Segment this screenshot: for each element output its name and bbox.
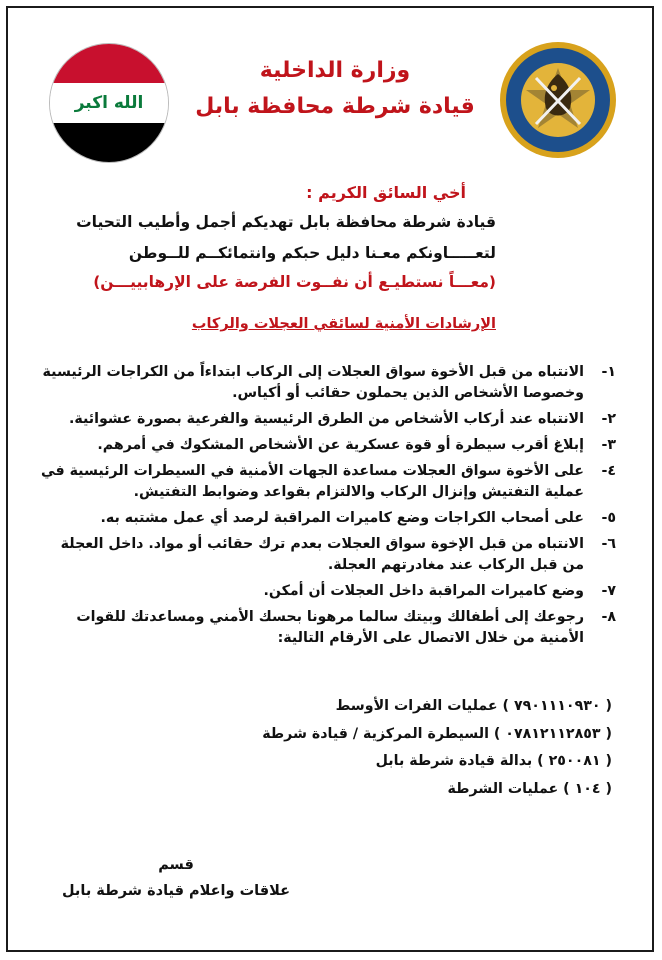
instruction-item bbox=[38, 607, 616, 649]
instruction-number: ٢- bbox=[601, 411, 616, 427]
instruction-number: ٨- bbox=[601, 609, 616, 625]
flag-white-band bbox=[50, 83, 168, 122]
signature-department: قسم bbox=[158, 857, 194, 873]
intro-line-2: لتعـــــاونكم معـنا دليل حبكم وانتمائكــم للــوطن bbox=[128, 244, 496, 262]
iraq-flag-logo bbox=[50, 44, 168, 162]
instruction-text: الانتباه من قبل الأخوة سواق العجلات إلى الركاب ابتداءاً من الكراجات الرئيسية وخصوصا الأشخاص الذين يحملون حقائب أو أكياس. bbox=[42, 364, 584, 401]
instruction-item bbox=[38, 409, 616, 430]
instruction-number: ١- bbox=[601, 364, 616, 380]
contact-number: ( ١٠٤ ) عمليات الشرطة bbox=[447, 780, 612, 797]
instruction-text: إبلاغ أقرب سيطرة أو قوة عسكرية عن الأشخاص المشكوك في أمرهم. bbox=[97, 437, 584, 453]
instruction-text: على الأخوة سواق العجلات مساعدة الجهات الأمنية في السيطرات الرئيسية في عملية التفتيش وإنزال الركاب والالتزام بقواعد وضوابط التفتيش. bbox=[40, 463, 584, 500]
instructions-list bbox=[38, 362, 616, 654]
instruction-item bbox=[38, 581, 616, 602]
contact-number: ( ٧٩٠١١١٠٩٣٠ ) عمليات الفرات الأوسط bbox=[335, 698, 612, 714]
instruction-item bbox=[38, 435, 616, 456]
signature-unit: علاقات واعلام قيادة شرطة بابل bbox=[61, 883, 290, 899]
instruction-text: الانتباه عند أركاب الأشخاص من الطرق الرئيسية والفرعية بصورة عشوائية. bbox=[69, 411, 584, 427]
instruction-text: الانتباه من قبل الإخوة سواق العجلات بعدم ترك حقائب أو مواد. داخل العجلة من قبل الركاب عند مغادرتهم العجلة. bbox=[60, 536, 584, 573]
instruction-number: ٣- bbox=[601, 437, 616, 453]
greeting: أخي السائق الكريم : bbox=[306, 183, 466, 202]
instruction-number: ٥- bbox=[601, 510, 616, 526]
command-title: قيادة شرطة محافظة بابل bbox=[195, 94, 475, 119]
instruction-number: ٧- bbox=[601, 583, 616, 599]
instructions-heading: الإرشادات الأمنية لسائقي العجلات والركاب bbox=[191, 316, 496, 332]
contact-number: ( ٠٧٨١٢١١٢٨٥٣ ) السيطرة المركزية / قيادة شرطة bbox=[262, 725, 612, 742]
flag-takbir: الله اكبر bbox=[74, 92, 144, 113]
instruction-item bbox=[38, 362, 616, 404]
contact-number: ( ٢٥٠٠٨١ ) بدالة قيادة شرطة بابل bbox=[375, 753, 612, 769]
intro-slogan: (معـــاً نستطيـع أن نفــوت الفرصة على الإرهابييـــن) bbox=[93, 273, 496, 291]
instruction-item bbox=[38, 461, 616, 503]
instruction-number: ٦- bbox=[601, 536, 616, 552]
instruction-text: على أصحاب الكراجات وضع كاميرات المراقبة لرصد أي عمل مشتبه به. bbox=[100, 510, 584, 526]
ministry-interior-emblem-icon bbox=[496, 38, 620, 162]
contact-list bbox=[262, 696, 612, 806]
ministry-title: وزارة الداخلية bbox=[259, 58, 411, 83]
instruction-item bbox=[38, 508, 616, 529]
instruction-text: رجوعك إلى أطفالك وبيتك سالما مرهونا بحسك الأمني ومساعدتك للقوات الأمنية من خلال الاتصال على الأرقام التالية: bbox=[76, 609, 584, 646]
instruction-number: ٤- bbox=[601, 463, 616, 479]
intro-line-1: قيادة شرطة محافظة بابل تهديكم أجمل وأطيب التحيات bbox=[76, 213, 496, 231]
instruction-text: وضع كاميرات المراقبة داخل العجلات أن أمكن. bbox=[263, 583, 584, 599]
instruction-item bbox=[38, 534, 616, 576]
